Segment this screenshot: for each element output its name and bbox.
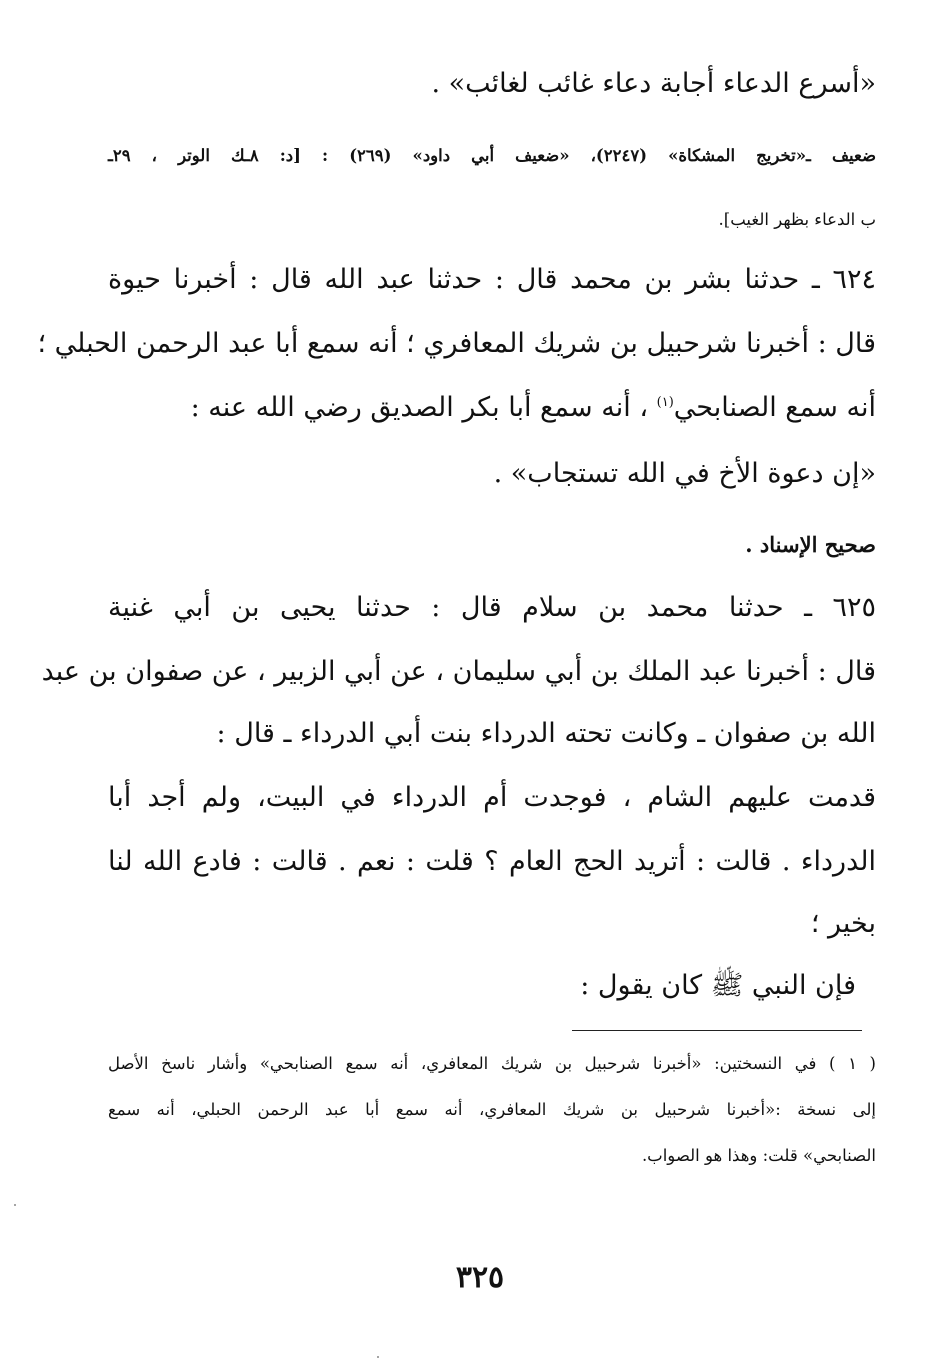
page-number: ٣٢٥	[455, 1260, 505, 1295]
hadith-624-line-3b: ، أنه سمع أبا بكر الصديق رضي الله عنه :	[190, 392, 657, 423]
text-line-1: «أسرع الدعاء أجابة دعاء غائب لغائب» .	[431, 68, 876, 99]
grading-sahih: صحيح الإسناد .	[745, 532, 876, 557]
hadith-624-line-1: ٦٢٤ ـ حدثنا بشر بن محمد قال : حدثنا عبد الله قال : أخبرنا حيوة	[108, 264, 876, 295]
hadith-625-line-7: فإن النبي ﷺ كان يقول :	[580, 970, 856, 1001]
footnote-divider	[572, 1030, 862, 1031]
hadith-625-line-5: الدرداء . قالت : أتريد الحج العام ؟ قلت : نعم . قالت : فادع الله لنا	[108, 846, 876, 877]
hadith-625-line-4: قدمت عليهم الشام ، فوجدت أم الدرداء في البيت، ولم أجد أبا	[108, 782, 876, 813]
scan-speck	[377, 1356, 379, 1358]
hadith-625-line-2: قال : أخبرنا عبد الملك بن أبي سليمان ، عن أبي الزبير ، عن صفوان بن عبد	[41, 656, 876, 687]
footnote-marker: (١)	[656, 395, 674, 410]
hadith-624-quote: «إن دعوة الأخ في الله تستجاب» .	[493, 458, 876, 489]
hadith-625-line-3: الله بن صفوان ـ وكانت تحته الدرداء بنت أبي الدرداء ـ قال :	[216, 718, 876, 749]
grading-line-continued: ب الدعاء بظهر الغيب].	[718, 210, 876, 229]
scan-speck	[14, 1204, 16, 1206]
footnote-line-2: إلى نسخة :«أخبرنا شرحبيل بن شريك المعافري، أنه سمع أبا عبد الرحمن الحبلي، أنه سمع	[108, 1100, 876, 1119]
hadith-625-line-1: ٦٢٥ ـ حدثنا محمد بن سلام قال : حدثنا يحيى بن أبي غنية	[108, 592, 876, 623]
footnote-line-3: الصنابحي» قلت: وهذا هو الصواب.	[641, 1146, 876, 1165]
grading-line: ضعيف ـ«تخريج المشكاة» (٢٢٤٧)، «ضعيف أبي داود» (٢٦٩) : [د: ٨ـك الوتر ، ٢٩ـ	[108, 146, 876, 165]
hadith-624-line-3	[191, 392, 876, 423]
footnote-line-1: ( ١ ) في النسختين: «أخبرنا شرحبيل بن شريك المعافري، أنه سمع الصنابحي» وأشار ناسخ الأصل	[108, 1054, 876, 1073]
hadith-624-line-2: قال : أخبرنا شرحبيل بن شريك المعافري ؛ أنه سمع أبا عبد الرحمن الحبلي ؛	[37, 328, 876, 359]
hadith-624-line-3a: أنه سمع الصنابحي	[673, 392, 876, 423]
hadith-625-line-6: بخير ؛	[810, 908, 876, 939]
